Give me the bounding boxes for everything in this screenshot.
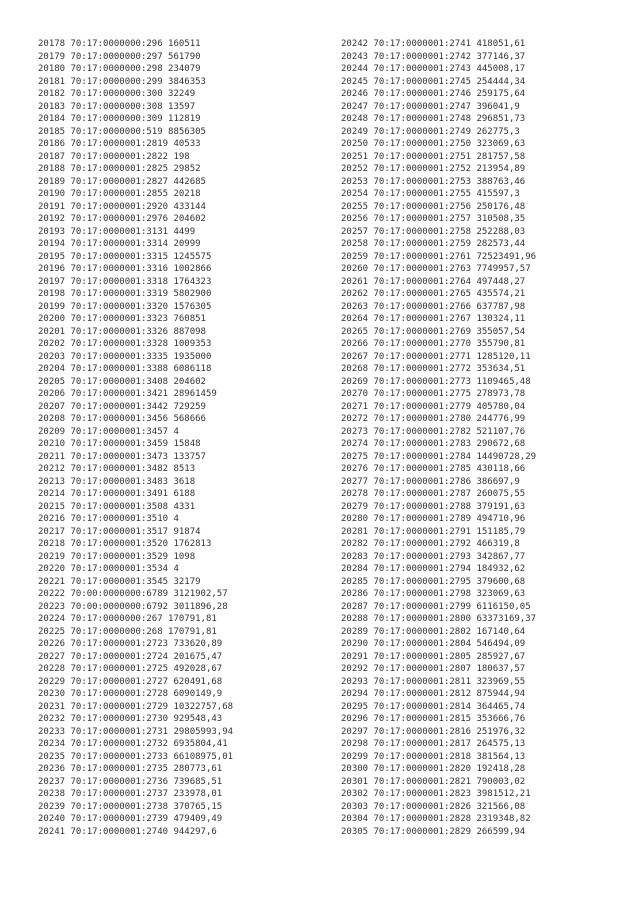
record-line: 20280 70:17:0000001:2789 494710,96 [341, 514, 526, 524]
record-line: 20285 70:17:0000001:2795 379600,68 [341, 576, 526, 587]
record-line: 20193 70:17:0000001:3131 4499 [38, 226, 196, 237]
record-line: 20182 70:17:0000000:300 32249 [38, 89, 196, 99]
record-line: 20238 70:17:0000001:2737 233978,01 [38, 789, 223, 799]
record-line: 20244 70:17:0000001:2743 445008,17 [341, 64, 526, 74]
record-line: 20185 70:17:0000000:519 8856305 [38, 126, 206, 137]
record-line: 20272 70:17:0000001:2780 244776,99 [341, 414, 526, 424]
record-line: 20181 70:17:0000000:299 3846353 [38, 76, 206, 87]
record-line: 20297 70:17:0000001:2816 251976,32 [341, 726, 526, 737]
record-line: 20229 70:17:0000001:2727 620491,68 [38, 676, 223, 687]
record-line: 20224 70:17:0000000:267 170791,81 [38, 614, 217, 624]
record-line: 20240 70:17:0000001:2739 479409,49 [38, 814, 223, 824]
record-line: 20235 70:17:0000001:2733 66108975,01 [38, 751, 234, 762]
record-line: 20265 70:17:0000001:2769 355057,54 [341, 326, 526, 337]
record-line: 20262 70:17:0000001:2765 435574,21 [341, 289, 526, 299]
record-line: 20292 70:17:0000001:2807 180637,57 [341, 664, 526, 674]
record-line: 20188 70:17:0000001:2825 29852 [38, 164, 201, 174]
record-line: 20266 70:17:0000001:2770 355790,81 [341, 339, 526, 349]
record-line: 20290 70:17:0000001:2804 546494,09 [341, 639, 526, 649]
record-line: 20249 70:17:0000001:2749 262775,3 [341, 126, 520, 137]
record-line: 20223 70:00:0000000:6792 3011896,28 [38, 601, 228, 612]
record-line: 20183 70:17:0000000:308 13597 [38, 101, 196, 112]
record-line: 20234 70:17:0000001:2732 6935804,41 [38, 739, 228, 749]
record-line: 20230 70:17:0000001:2728 6090149,9 [38, 689, 223, 699]
record-line: 20267 70:17:0000001:2771 1285120,11 [341, 351, 531, 362]
record-line: 20201 70:17:0000001:3326 887098 [38, 326, 206, 337]
record-line: 20287 70:17:0000001:2799 6116150,05 [341, 601, 531, 612]
record-line: 20192 70:17:0000001:2976 204602 [38, 214, 206, 224]
record-line: 20260 70:17:0000001:2763 7749957,57 [341, 264, 531, 274]
record-line: 20232 70:17:0000001:2730 929548,43 [38, 714, 223, 724]
right-column [341, 38, 536, 838]
record-line: 20286 70:17:0000001:2798 323069,63 [341, 589, 526, 599]
record-line: 20233 70:17:0000001:2731 29805993,94 [38, 726, 234, 737]
record-line: 20300 70:17:0000001:2820 192418,28 [341, 764, 526, 774]
record-line: 20279 70:17:0000001:2788 379191,63 [341, 501, 526, 512]
record-line: 20259 70:17:0000001:2761 72523491,96 [341, 251, 537, 262]
record-line: 20212 70:17:0000001:3482 8513 [38, 464, 196, 474]
record-line: 20226 70:17:0000001:2723 733620,89 [38, 639, 223, 649]
record-line: 20179 70:17:0000000:297 561790 [38, 51, 201, 62]
record-line: 20299 70:17:0000001:2818 381564,13 [341, 751, 526, 762]
record-line: 20219 70:17:0000001:3529 1098 [38, 551, 196, 562]
record-line: 20268 70:17:0000001:2772 353634,51 [341, 364, 526, 374]
record-line: 20248 70:17:0000001:2748 296851,73 [341, 114, 526, 124]
record-line: 20221 70:17:0000001:3545 32179 [38, 576, 201, 587]
record-line: 20199 70:17:0000001:3320 1576305 [38, 301, 212, 312]
record-line: 20191 70:17:0000001:2920 433144 [38, 201, 206, 212]
record-line: 20200 70:17:0000001:3323 760851 [38, 314, 206, 324]
record-line: 20258 70:17:0000001:2759 282573,44 [341, 239, 526, 249]
record-line: 20288 70:17:0000001:2800 63373169,37 [341, 614, 537, 624]
record-line: 20255 70:17:0000001:2756 250176,48 [341, 201, 526, 212]
record-line: 20209 70:17:0000001:3457 4 [38, 426, 179, 437]
record-line: 20294 70:17:0000001:2812 875944,94 [341, 689, 526, 699]
record-line: 20251 70:17:0000001:2751 281757,58 [341, 151, 526, 162]
record-line: 20218 70:17:0000001:3520 1762813 [38, 539, 212, 549]
record-line: 20303 70:17:0000001:2826 321566,08 [341, 801, 526, 812]
record-line: 20250 70:17:0000001:2750 323069,63 [341, 139, 526, 149]
record-line: 20289 70:17:0000001:2802 167140,64 [341, 626, 526, 637]
record-line: 20239 70:17:0000001:2738 370765,15 [38, 801, 223, 812]
record-line: 20184 70:17:0000000:309 112819 [38, 114, 201, 124]
record-line: 20242 70:17:0000001:2741 418051,61 [341, 39, 526, 49]
record-line: 20301 70:17:0000001:2821 790003,02 [341, 776, 526, 787]
record-line: 20295 70:17:0000001:2814 364465,74 [341, 701, 526, 712]
record-line: 20227 70:17:0000001:2724 201675,47 [38, 651, 223, 662]
record-line: 20302 70:17:0000001:2823 3981512,21 [341, 789, 531, 799]
record-line: 20231 70:17:0000001:2729 10322757,68 [38, 701, 234, 712]
record-line: 20225 70:17:0000000:268 170791,81 [38, 626, 217, 637]
record-line: 20296 70:17:0000001:2815 353666,76 [341, 714, 526, 724]
record-line: 20207 70:17:0000001:3442 729259 [38, 401, 206, 412]
record-line: 20217 70:17:0000001:3517 91874 [38, 526, 201, 537]
record-line: 20282 70:17:0000001:2792 466319,8 [341, 539, 520, 549]
record-line: 20196 70:17:0000001:3316 1002866 [38, 264, 212, 274]
record-line: 20236 70:17:0000001:2735 280773,61 [38, 764, 223, 774]
record-line: 20275 70:17:0000001:2784 14490728,29 [341, 451, 537, 462]
record-line: 20274 70:17:0000001:2783 290672,68 [341, 439, 526, 449]
record-line: 20293 70:17:0000001:2811 323969,55 [341, 676, 526, 687]
record-line: 20263 70:17:0000001:2766 637787,98 [341, 301, 526, 312]
record-line: 20204 70:17:0000001:3388 6086118 [38, 364, 212, 374]
record-line: 20203 70:17:0000001:3335 1935000 [38, 351, 212, 362]
record-line: 20220 70:17:0000001:3534 4 [38, 564, 179, 574]
record-line: 20228 70:17:0000001:2725 492028,67 [38, 664, 223, 674]
record-line: 20216 70:17:0000001:3510 4 [38, 514, 179, 524]
record-line: 20195 70:17:0000001:3315 1245575 [38, 251, 212, 262]
record-line: 20180 70:17:0000000:298 234079 [38, 64, 201, 74]
record-line: 20208 70:17:0000001:3456 568666 [38, 414, 206, 424]
record-line: 20210 70:17:0000001:3459 15848 [38, 439, 201, 449]
record-line: 20202 70:17:0000001:3328 1009353 [38, 339, 212, 349]
record-line: 20213 70:17:0000001:3483 3618 [38, 476, 196, 487]
record-line: 20281 70:17:0000001:2791 151185,79 [341, 526, 526, 537]
record-line: 20291 70:17:0000001:2805 285927,67 [341, 651, 526, 662]
record-line: 20256 70:17:0000001:2757 310508,35 [341, 214, 526, 224]
record-line: 20186 70:17:0000001:2819 40533 [38, 139, 201, 149]
record-line: 20278 70:17:0000001:2787 260075,55 [341, 489, 526, 499]
record-line: 20261 70:17:0000001:2764 497448,27 [341, 276, 526, 287]
record-line: 20304 70:17:0000001:2828 2319348,82 [341, 814, 531, 824]
record-line: 20254 70:17:0000001:2755 415597,3 [341, 189, 520, 199]
record-line: 20246 70:17:0000001:2746 259175,64 [341, 89, 526, 99]
record-line: 20252 70:17:0000001:2752 213954,89 [341, 164, 526, 174]
record-line: 20298 70:17:0000001:2817 264575,13 [341, 739, 526, 749]
record-line: 20245 70:17:0000001:2745 254444,34 [341, 76, 526, 87]
record-line: 20247 70:17:0000001:2747 396041,9 [341, 101, 520, 112]
left-column [38, 38, 233, 838]
record-line: 20271 70:17:0000001:2779 405780,04 [341, 401, 526, 412]
record-line: 20190 70:17:0000001:2855 20218 [38, 189, 201, 199]
record-line: 20214 70:17:0000001:3491 6188 [38, 489, 196, 499]
record-line: 20283 70:17:0000001:2793 342867,77 [341, 551, 526, 562]
record-line: 20206 70:17:0000001:3421 28961459 [38, 389, 217, 399]
record-line: 20194 70:17:0000001:3314 20999 [38, 239, 201, 249]
record-line: 20215 70:17:0000001:3508 4331 [38, 501, 196, 512]
record-line: 20264 70:17:0000001:2767 130324,11 [341, 314, 526, 324]
record-line: 20305 70:17:0000001:2829 266599,94 [341, 826, 526, 837]
record-line: 20197 70:17:0000001:3318 1764323 [38, 276, 212, 287]
record-line: 20187 70:17:0000001:2822 198 [38, 151, 190, 162]
record-line: 20257 70:17:0000001:2758 252288,03 [341, 226, 526, 237]
record-line: 20222 70:00:0000000:6789 3121902,57 [38, 589, 228, 599]
record-line: 20211 70:17:0000001:3473 133757 [38, 451, 206, 462]
record-line: 20178 70:17:0000000:296 160511 [38, 39, 201, 49]
record-line: 20270 70:17:0000001:2775 278973,78 [341, 389, 526, 399]
record-line: 20284 70:17:0000001:2794 184932,62 [341, 564, 526, 574]
record-line: 20205 70:17:0000001:3408 204602 [38, 376, 206, 387]
record-line: 20241 70:17:0000001:2740 944297,6 [38, 826, 217, 837]
record-line: 20269 70:17:0000001:2773 1109465,48 [341, 376, 531, 387]
record-line: 20273 70:17:0000001:2782 521107,76 [341, 426, 526, 437]
record-line: 20243 70:17:0000001:2742 377146,37 [341, 51, 526, 62]
record-line: 20276 70:17:0000001:2785 430118,66 [341, 464, 526, 474]
record-line: 20253 70:17:0000001:2753 388763,46 [341, 176, 526, 187]
record-line: 20198 70:17:0000001:3319 5802900 [38, 289, 212, 299]
record-line: 20189 70:17:0000001:2827 442685 [38, 176, 206, 187]
record-line: 20237 70:17:0000001:2736 739685,51 [38, 776, 223, 787]
record-line: 20277 70:17:0000001:2786 386697,9 [341, 476, 520, 487]
